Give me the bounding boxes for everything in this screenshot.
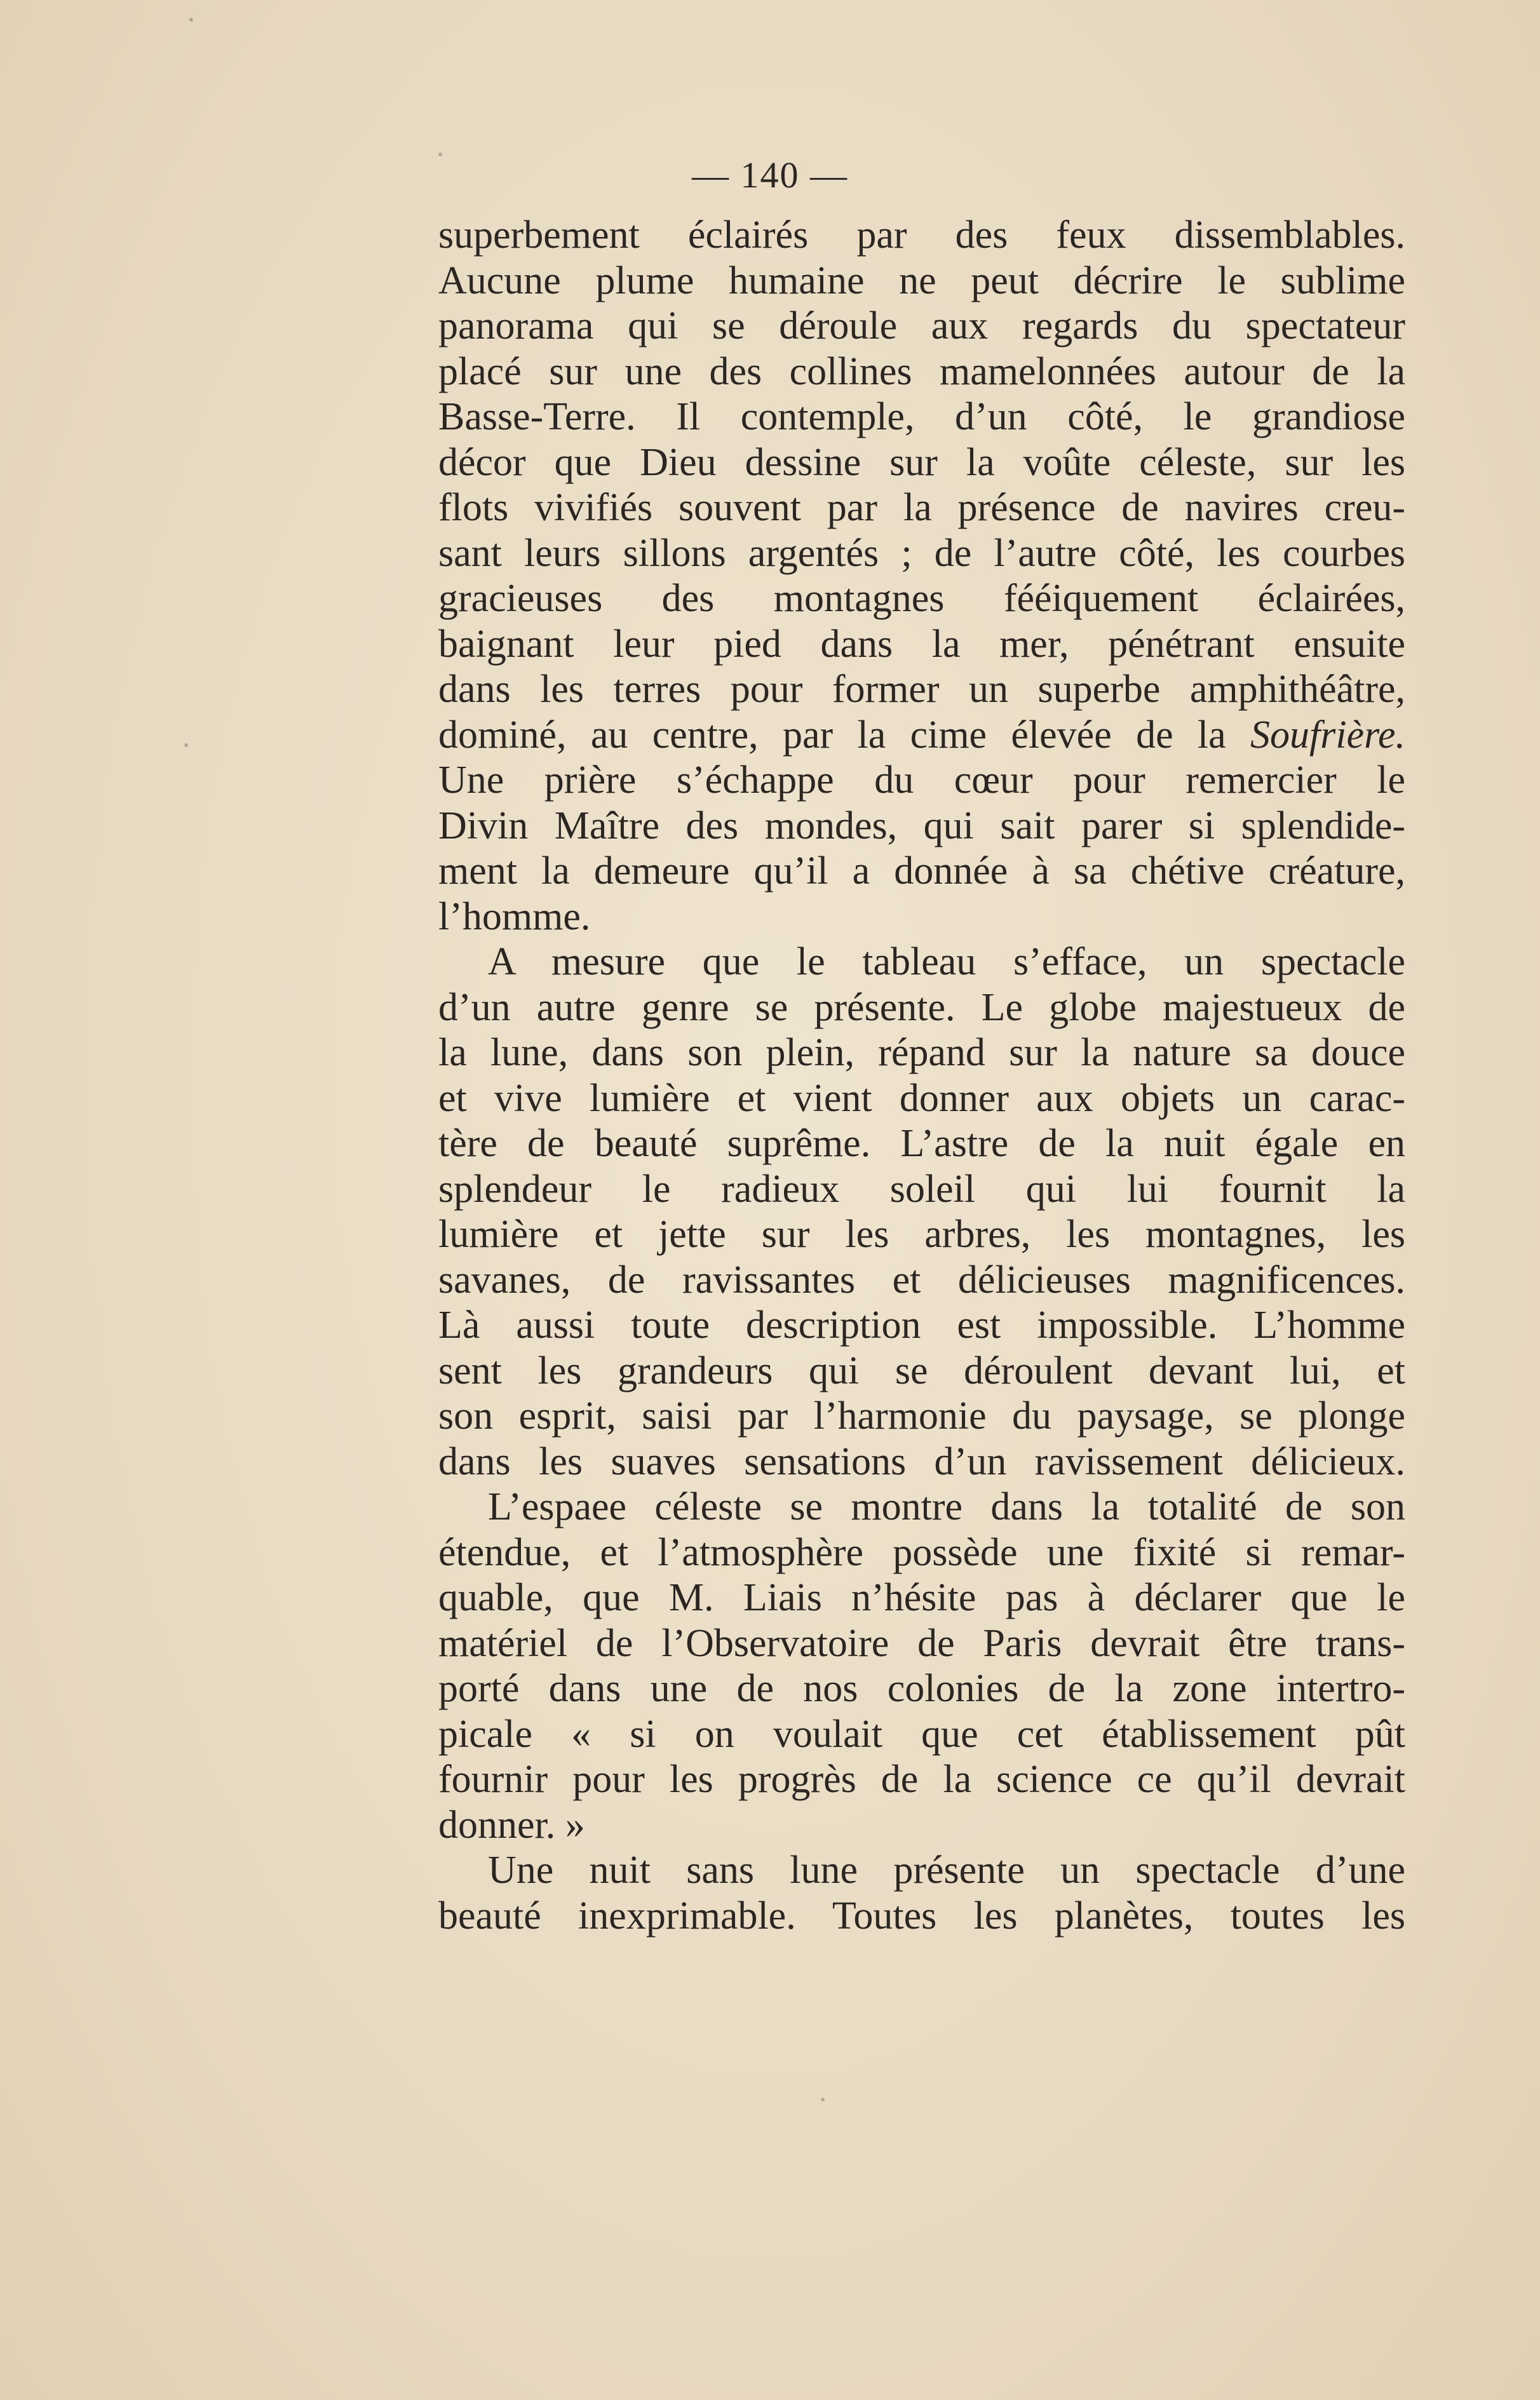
text-line: ment la demeure qu’il a donnée à sa chétive créature, xyxy=(438,849,1405,893)
text-line: Divin Maître des mondes, qui sait parer si splendide- xyxy=(438,804,1405,847)
text-line: porté dans une de nos colonies de la zone intertro- xyxy=(438,1667,1405,1710)
text-line: flots vivifiés souvent par la présence de navires creu- xyxy=(438,486,1405,529)
text-line: son esprit, saisi par l’harmonie du paysage, se plonge xyxy=(438,1394,1405,1438)
text-line: splendeur le radieux soleil qui lui fournit la xyxy=(438,1167,1405,1211)
text-line: panorama qui se déroule aux regards du spectateur xyxy=(438,304,1405,347)
text-segment: dominé, au centre, par la cime élevée de la xyxy=(438,713,1251,757)
body-text xyxy=(438,213,1405,1939)
text-line: donner. » xyxy=(438,1803,585,1847)
text-line xyxy=(438,713,1405,758)
text-line: dans les suaves sensations d’un ravissement délicieux. xyxy=(438,1439,1405,1483)
text-line: d’un autre genre se présente. Le globe majestueux de xyxy=(438,985,1405,1029)
text-line: beauté inexprimable. Toutes les planètes, toutes les xyxy=(438,1894,1405,1938)
italic-place-name: Soufrière. xyxy=(1250,713,1405,757)
text-line: matériel de l’Observatoire de Paris devrait être trans- xyxy=(438,1621,1405,1665)
text-line: étendue, et l’atmosphère possède une fixité si remar- xyxy=(438,1530,1405,1574)
text-line: Basse-Terre. Il contemple, d’un côté, le grandiose xyxy=(438,395,1405,438)
text-line: sent les grandeurs qui se déroulent devant lui, et xyxy=(438,1349,1405,1392)
text-line: placé sur une des collines mamelonnées autour de la xyxy=(438,349,1405,393)
text-line: décor que Dieu dessine sur la voûte céleste, sur les xyxy=(438,440,1405,484)
text-line: quable, que M. Liais n’hésite pas à déclarer que le xyxy=(438,1576,1405,1619)
text-line: Là aussi toute description est impossible. L’homme xyxy=(438,1304,1405,1347)
text-line: A mesure que le tableau s’efface, un spectacle xyxy=(488,940,1405,983)
paper-speck xyxy=(184,743,188,747)
text-line: L’espaee céleste se montre dans la totalité de son xyxy=(488,1485,1405,1528)
text-line: tère de beauté suprême. L’astre de la nuit égale en xyxy=(438,1122,1405,1165)
paper-speck xyxy=(189,18,193,22)
text-line: sant leurs sillons argentés ; de l’autre côté, les courbes xyxy=(438,531,1405,575)
text-line: dans les terres pour former un superbe amphithéâtre, xyxy=(438,668,1405,711)
paper-speck xyxy=(821,2098,825,2101)
text-line: superbement éclairés par des feux dissemblables. xyxy=(438,213,1405,257)
text-line: Aucune plume humaine ne peut décrire le sublime xyxy=(438,259,1405,302)
text-line: Une nuit sans lune présente un spectacle d’une xyxy=(488,1849,1405,1892)
text-line: l’homme. xyxy=(438,894,591,938)
text-line: Une prière s’échappe du cœur pour remercier le xyxy=(438,758,1405,802)
text-line: et vive lumière et vient donner aux objets un carac- xyxy=(438,1076,1405,1120)
paper-speck xyxy=(438,152,442,156)
text-line: baignant leur pied dans la mer, pénétrant ensuite xyxy=(438,622,1405,666)
text-line: la lune, dans son plein, répand sur la nature sa douce xyxy=(438,1031,1405,1074)
text-line: savanes, de ravissantes et délicieuses magnificences. xyxy=(438,1258,1405,1302)
text-line: picale « si on voulait que cet établissement pût xyxy=(438,1712,1405,1756)
page-number: — 140 — xyxy=(692,154,848,196)
text-line: fournir pour les progrès de la science ce qu’il devrait xyxy=(438,1758,1405,1801)
text-line: gracieuses des montagnes fééiquement éclairées, xyxy=(438,577,1405,620)
text-line: lumière et jette sur les arbres, les montagnes, les xyxy=(438,1213,1405,1256)
